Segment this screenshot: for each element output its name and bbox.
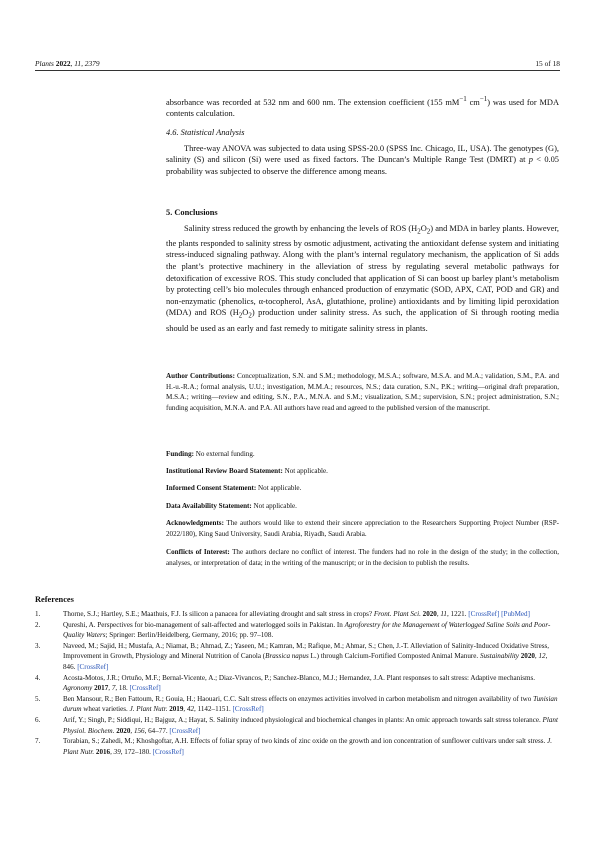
- sub: 2: [238, 312, 243, 321]
- journal-citation: [35, 59, 100, 68]
- reference-journal: Sustainability: [479, 652, 519, 661]
- reference-journal: Agronomy: [63, 684, 93, 693]
- text: cm: [466, 97, 480, 107]
- text: ) and MDA in barley plants. However, the plants responded to salinity stress by osmotic adjustment, activating the antioxidant defense system and initiating stress-induced signaling pathway. Along with the plant’s internal regulatory mechanism, the application of Si adds the plant’s protective machinery in the alleviation of stress by regulating several metabolic pathways for detoxification of excessive ROS. This study concluded that application of Si can boost up barley plant’s metabolism by protecting cell’s bio molecules through enhanced production of enzymatic (SOD, APX, CAT, POD and GR) and non-enzymatic (phenolics, α-tocopherol, AsA, glutathione, proline) antioxidants and by limiting lipid peroxidation (MDA) and ROS (H: [166, 223, 560, 318]
- reference-volume: , 7: [108, 684, 116, 693]
- header-divider: [35, 70, 560, 71]
- sub: 2: [417, 227, 421, 236]
- reference-volume: , 39: [110, 747, 121, 756]
- reference-pages: ; Springer: Berlin/Heidelberg, Germany, 2016; pp. 97–108.: [105, 631, 274, 640]
- reference-year: 2020: [420, 610, 437, 618]
- reference-number: 6.: [35, 715, 41, 724]
- label: Informed Consent Statement:: [166, 484, 257, 492]
- conclusions-paragraph: [166, 223, 559, 335]
- journal-name: Plants: [35, 59, 54, 68]
- reference-number: 5.: [35, 694, 41, 703]
- reference-authors-title: Qureshi, A. Perspectives for bio-management of salt-affected and waterlogged soils in Pakistan. In: [63, 620, 345, 629]
- reference-journal: Agroforestry for the Management of Waterlogged Saline Soils and Poor-Quality Waters: [63, 620, 551, 640]
- sub: 2: [248, 312, 252, 321]
- reference-pages: , 18.: [115, 684, 130, 693]
- reference-pages: , 1142–1151.: [194, 705, 233, 714]
- reference-number: 4.: [35, 673, 41, 682]
- reference-pages: , 64–77.: [144, 726, 170, 735]
- reference-authors-title: Arif, Y.; Singh, P.; Siddiqui, H.; Bajguz, A.; Hayat, S. Salinity induced physiological and biochemical changes in plants: An omic approach towards salt stress tolerance.: [63, 715, 543, 724]
- text: The authors declare no conflict of interest. The funders had no role in the design of the study; in the collection, analyses, or interpretation of data; in the writing of the manuscript; or in the decision to publish the results.: [166, 548, 559, 567]
- label: Funding:: [166, 450, 194, 458]
- label: Institutional Review Board Statement:: [166, 467, 283, 475]
- crossref-link[interactable]: [CrossRef]: [232, 705, 264, 714]
- crossref-link[interactable]: [CrossRef]: [152, 747, 184, 756]
- reference-volume: , 11: [436, 610, 447, 618]
- reference-volume: , 12: [534, 652, 546, 661]
- conclusions-section: [166, 207, 559, 334]
- text: Salinity stress reduced the growth by enhancing the levels of ROS (H: [184, 223, 418, 233]
- reference-journal: J. Plant Nutr.: [63, 737, 553, 756]
- reference-pages: L.) through Calcium-Fortified Composted Animal Manure.: [308, 652, 480, 661]
- reference-number: 1.: [35, 610, 41, 618]
- text: ) was used for MDA contents calculation.: [166, 97, 559, 119]
- reference-year: 2017: [92, 684, 109, 693]
- reference-number: 7.: [35, 737, 41, 746]
- reference-item: [35, 715, 559, 736]
- acknowledgments: [166, 518, 559, 539]
- journal-volume: , 11, 2379: [70, 59, 100, 68]
- page-number: 15 of 18: [535, 59, 560, 68]
- text: Not applicable.: [282, 467, 328, 475]
- label: Data Availability Statement:: [166, 502, 252, 510]
- consent-statement: [166, 483, 559, 494]
- references-heading: References: [35, 595, 74, 604]
- crossref-link[interactable]: [CrossRef]: [169, 726, 201, 735]
- reference-pages: , 172–180.: [120, 747, 153, 756]
- reference-item: [35, 694, 559, 715]
- sup: −1: [459, 95, 467, 103]
- reference-volume: , 42: [183, 705, 195, 714]
- text: Not applicable.: [251, 502, 297, 510]
- references-list: [35, 609, 559, 757]
- funding-statement: [166, 449, 559, 460]
- conflicts-of-interest: [166, 547, 559, 568]
- reference-pages: , 846.: [63, 652, 548, 671]
- section-heading-4-6: 4.6. Statistical Analysis: [166, 127, 245, 137]
- reference-authors-title: Acosta-Motos, J.R.; Ortuño, M.F.; Bernal-Vicente, A.; Diaz-Vivancos, P.; Sanchez-Blanco, M.J.; Hernandez, J.A. Plant responses to salt stress: Adaptive mechanisms.: [63, 673, 536, 682]
- reference-journal: J. Plant Nutr.: [129, 705, 168, 714]
- reference-journal: Tunisian durum: [63, 694, 558, 714]
- reference-year: 2020: [518, 652, 535, 661]
- label: Author Contributions:: [166, 372, 235, 380]
- reference-number: 2.: [35, 620, 41, 629]
- reference-journal: Brassica napus: [265, 652, 309, 661]
- text: Conceptualization, S.N. and S.M.; methodology, M.S.A.; software, M.S.A. and M.A.; validation, S.M., P.A. and H.-u.-R.A.; formal analysis, U.U.; investigation, M.M.A.; resources, N.S.; data curation, S.N., P.K.; writing—original draft preparation, M.S.A.; writing—review and editing, S.N., P.A., M.N.A. and S.M.; visualization, S.M.; supervision, S.N.; project administration, S.N.; funding acquisition, M.N.A. and P.A. All authors have read and agreed to the published version of the manuscript.: [166, 372, 559, 412]
- text: No external funding.: [194, 450, 255, 458]
- crossref-link[interactable]: [CrossRef]: [468, 610, 500, 618]
- author-contributions: [166, 371, 559, 413]
- reference-authors-title: Torabian, S.; Zahedi, M.; Khoshgoftar, A.H. Effects of foliar spray of two kinds of zinc oxide on the growth and ion concentration of sunflower cultivars under salt stress.: [63, 737, 548, 746]
- reference-item: [35, 673, 559, 694]
- reference-authors-title: Thorne, S.J.; Hartley, S.E.; Maathuis, F.J. Is silicon a panacea for alleviating drought and salt stress in crops?: [63, 610, 374, 618]
- reference-item: [35, 641, 559, 673]
- label: Conflicts of Interest:: [166, 548, 230, 556]
- reference-pages: wheat varieties.: [81, 705, 130, 714]
- crossref-link[interactable]: [CrossRef]: [77, 662, 109, 671]
- text: O: [242, 308, 249, 318]
- crossref-link[interactable]: [CrossRef]: [129, 684, 161, 693]
- reference-volume: , 156: [130, 726, 145, 735]
- sub: 2: [426, 227, 431, 236]
- pubmed-link[interactable]: [PubMed]: [499, 610, 530, 618]
- reference-year: 2020: [114, 726, 131, 735]
- text: O: [420, 223, 427, 233]
- text: absorbance was recorded at 532 nm and 600 nm. The extension coefficient (155 mM: [166, 97, 460, 107]
- section-heading-5: 5. Conclusions: [166, 208, 218, 217]
- label: Acknowledgments:: [166, 519, 224, 527]
- reference-authors-title: Ben Mansour, R.; Ben Fattoum, R.; Gouia, H.; Haouari, C.C. Salt stress effects on enzymes activities involved in carbon metabolism and nitrogen availability of two: [63, 694, 534, 703]
- sup: −1: [479, 95, 488, 103]
- reference-item: [35, 736, 559, 757]
- text: < 0.05 probability was subjected to observe the difference among means.: [166, 155, 559, 176]
- reference-journal: Front. Plant Sci.: [373, 610, 421, 618]
- reference-item: [35, 609, 559, 620]
- text: ) production under salinity stress. As such, the application of Si through rooting media should be used as an early and fast remedy to mitigate salinity stress in plants.: [166, 308, 560, 333]
- p-symbol: p: [528, 155, 533, 165]
- stats-paragraph: [166, 143, 559, 178]
- text: Three-way ANOVA was subjected to data using SPSS-20.0 (SPSS Inc. Chicago, IL, USA). The genotypes (G), salinity (S) and silicon (Si) were used as fixed factors. The Duncan’s Multiple Range Test (DMRT) at: [166, 143, 559, 165]
- irb-statement: [166, 466, 559, 477]
- reference-item: [35, 620, 559, 641]
- data-availability-statement: [166, 501, 559, 512]
- text: Not applicable.: [256, 484, 302, 492]
- reference-year: 2019: [167, 705, 184, 714]
- reference-number: 3.: [35, 641, 41, 650]
- reference-journal: Plant Physiol. Biochem.: [63, 715, 558, 735]
- methods-paragraph: [166, 94, 559, 120]
- reference-year: 2016: [94, 747, 111, 756]
- reference-authors-title: Naveed, M.; Sajid, H.; Mustafa, A.; Niamat, B.; Ahmad, Z.; Yaseen, M.; Kamran, M.; Rafique, M.; Ahmar, S.; Chen, J.-T. Alleviation of Salinity-Induced Oxidative Stress, Improvement in Growth, Physiology and Mineral Nutrition of Canola (: [63, 641, 550, 661]
- reference-pages: , 1221.: [446, 610, 469, 618]
- methods-section: [166, 94, 559, 177]
- text: The authors would like to extend their sincere appreciation to the Researchers Supporting Project Number (RSP-2022/180), King Saud University, Saudi Arabia, Riyadh, Saudi Arabia.: [166, 519, 559, 538]
- journal-year: 2022: [55, 59, 71, 68]
